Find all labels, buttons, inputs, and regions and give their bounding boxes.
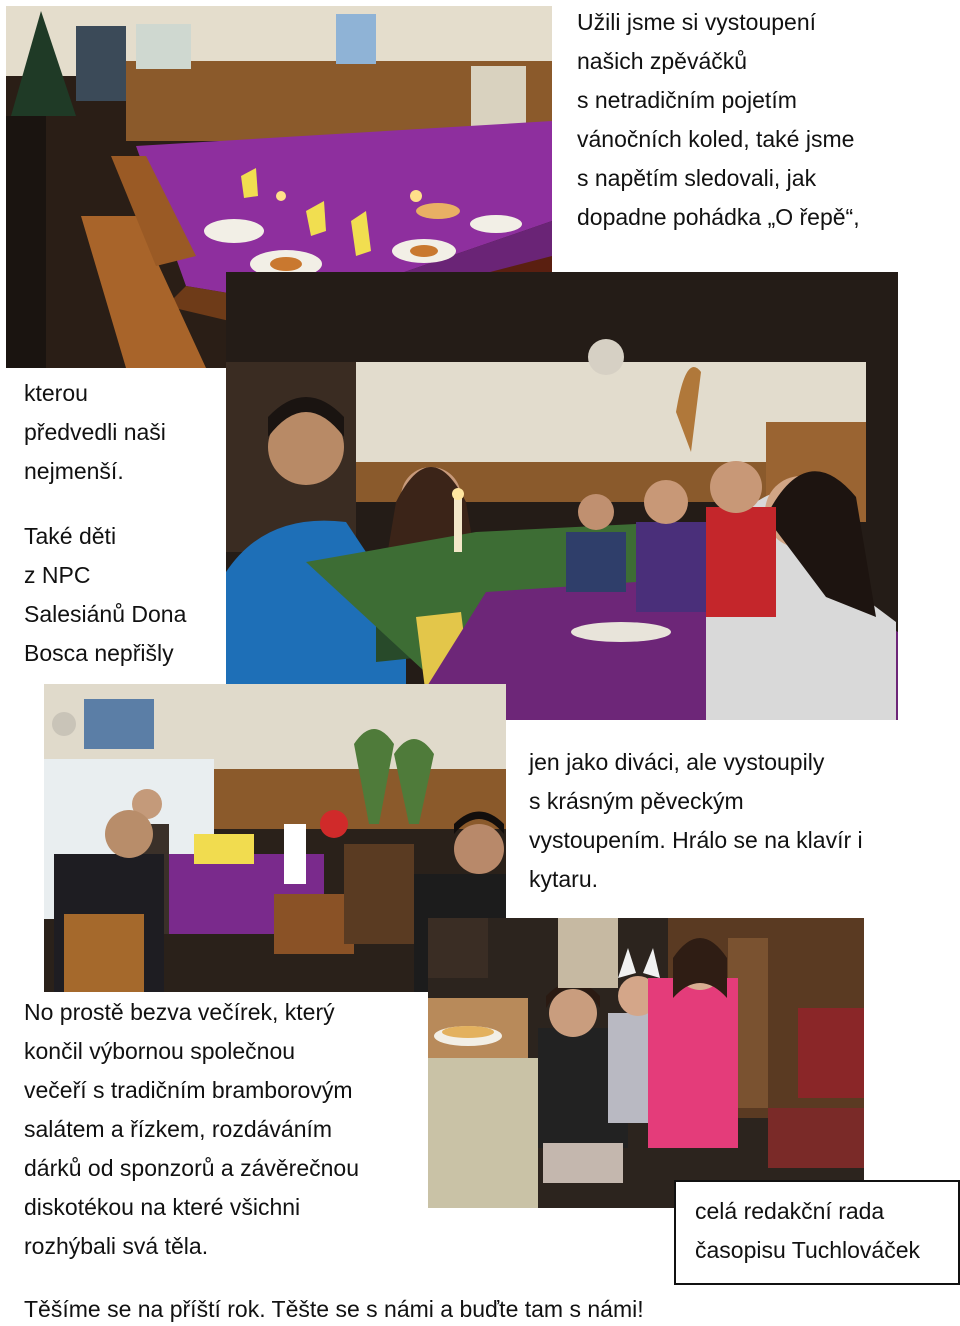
text-line: dárků od sponzorů a závěrečnou xyxy=(24,1155,359,1181)
text-line: kterou xyxy=(24,380,88,406)
text-line: Salesiánů Dona xyxy=(24,601,187,627)
text-line: diskotékou na které všichni xyxy=(24,1194,301,1220)
paragraph-gap xyxy=(24,491,186,517)
text-line: vánočních koled, také jsme xyxy=(577,126,855,152)
text-line: s krásným pěveckým xyxy=(529,788,744,814)
text-line: kytaru. xyxy=(529,866,599,892)
children-dancing-image xyxy=(428,918,864,1208)
text-line: z NPC xyxy=(24,562,91,588)
text-line: s netradičním pojetím xyxy=(577,87,797,113)
text-line: vystoupením. Hrálo se na klavír i xyxy=(529,827,863,853)
left-paragraph xyxy=(24,374,186,673)
bottom-paragraph xyxy=(24,993,359,1266)
signature-line: časopisu Tuchlováček xyxy=(695,1237,921,1263)
text-line: Bosca nepřišly xyxy=(24,640,174,666)
intro-paragraph xyxy=(577,3,860,237)
text-line: Užili jsme si vystoupení xyxy=(577,9,817,35)
middle-paragraph xyxy=(529,743,863,899)
youths-at-table-image xyxy=(226,272,898,720)
text-line: předvedli naši xyxy=(24,419,166,445)
signature-line: celá redakční rada xyxy=(695,1198,885,1224)
text-line: večeří s tradičním bramborovým xyxy=(24,1077,353,1103)
text-line: končil výbornou společnou xyxy=(24,1038,296,1064)
text-line: nejmenší. xyxy=(24,458,124,484)
footer-text: Těšíme se na příští rok. Těšte se s námi a buďte tam s námi! xyxy=(24,1296,644,1322)
text-line: našich zpěváčků xyxy=(577,48,748,74)
text-line: rozhýbali svá těla. xyxy=(24,1233,209,1259)
signature-box xyxy=(674,1180,960,1285)
photo-youths-at-table xyxy=(226,272,898,720)
photo-children-dancing xyxy=(428,918,864,1208)
text-line: salátem a řízkem, rozdáváním xyxy=(24,1116,333,1142)
text-line: jen jako diváci, ale vystoupily xyxy=(529,749,825,775)
text-line: Také děti xyxy=(24,523,117,549)
text-line: No prostě bezva večírek, který xyxy=(24,999,335,1025)
text-line: s napětím sledovali, jak xyxy=(577,165,817,191)
text-line: dopadne pohádka „O řepě“, xyxy=(577,204,860,230)
